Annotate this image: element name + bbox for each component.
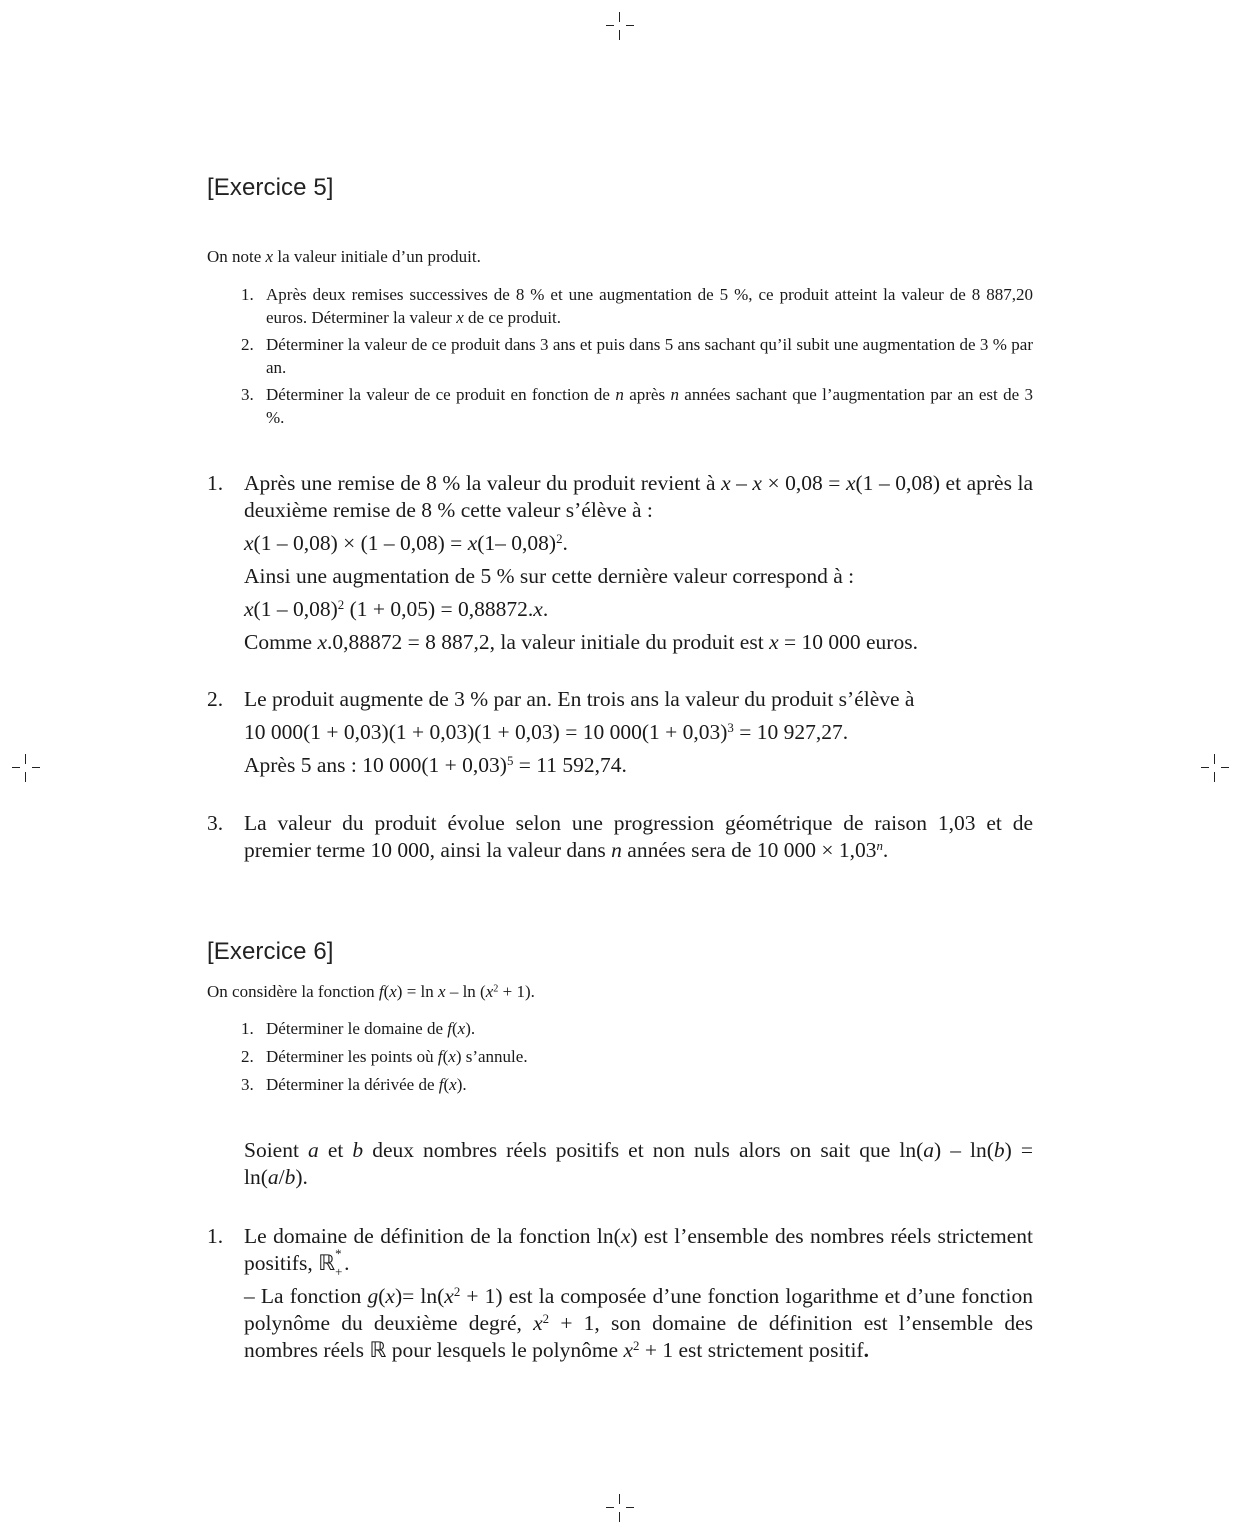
- question-item: 2. Déterminer la valeur de ce produit dans 3 ans et puis dans 5 ans sachant qu’il subit une augmentation de 3 % par an.: [241, 335, 1033, 377]
- crop-mark-bottom: [606, 1494, 634, 1522]
- crop-mark-right: [1201, 754, 1229, 782]
- exercise-5-solution-3: 3. La valeur du produit évolue selon une progression géométrique de raison 1,03 et de premier terme 10 000, ainsi la valeur dans n années sera de 10 $000 \times 1,03^n$.: [207, 811, 1033, 862]
- note-text: Soient a et b deux nombres réels positifs et non nuls alors on sait que ln(a) – ln(b) = ln(a/b).: [244, 1138, 1033, 1189]
- solution-text: Ainsi une augmentation de 5 % sur cette dernière valeur correspond à :: [244, 564, 855, 588]
- solution-text: Après une remise de 8 % la valeur du produit revient à x – x × 0,08 = x(1 – 0,08) et après la deuxième remise de 8 % cette valeur s’élève à :: [244, 471, 1033, 522]
- exercise-5-title: [Exercice 5]: [207, 174, 334, 201]
- solution-text: Comme x.0,88872 = 8 887,2, la valeur initiale du produit est x = 10 000 euros.: [244, 630, 918, 654]
- exercise-6-note: [207, 1137, 1033, 1197]
- solution-text: Le produit augmente de 3 % par an. En trois ans la valeur du produit s’élève à: [244, 687, 915, 711]
- question-item: 2. Déterminer les points où f(x) s’annule.: [241, 1047, 528, 1066]
- question-item: 3. Déterminer la dérivée de f(x).: [241, 1075, 467, 1094]
- exercise-6-solution-1: 1. Le domaine de définition de la fonction ln(x) est l’ensemble des nombres réels strictement positifs, ℝ * + . – La fonction $g(x)= \ln(x^2 + 1)$ est la composée d’une fonction logarithme et d’une fonction polynôme du deuxième degré, $x^2 + 1$, son domaine de définition est l’ensemble des nombres réels ℝ pour lesquels le polynôme $x^2 + 1$ est strictement positif.: [207, 1224, 1034, 1362]
- question-item: 1. Déterminer le domaine de f(x).: [241, 1019, 476, 1038]
- solution-equation: x(1 – 0,08) × (1 – 0,08) = x(1– 0,08)$^2$.: [244, 531, 568, 555]
- solution-equation: x(1 – 0,08)$^2$ (1 + 0,05) = 0,88872.x.: [244, 597, 549, 621]
- solution-text: Le domaine de définition de la fonction ln(x) est l’ensemble des nombres réels strictement positifs, ℝ * + .: [244, 1224, 1033, 1279]
- exercise-6-intro: On considère la fonction $f(x) = \ln x - \ln (x^2 + 1)$.: [207, 982, 535, 1001]
- exercise-5-solution-1: 1. Après une remise de 8 % la valeur du produit revient à x – x × 0,08 = x(1 – 0,08) et après la deuxième remise de 8 % cette valeur s’élève à : x(1 – 0,08) × (1 – 0,08) = x(1– 0,08)$^2$. Ainsi une augmentation de 5 % sur cette dernière valeur correspond à : x(1 – 0,08)$^2$ (1 + 0,05) = 0,88872.x. Comme x.0,88872 = 8 887,2, la valeur initiale du produit est x = 10 000 euros.: [207, 471, 1033, 654]
- crop-mark-left: [12, 754, 40, 782]
- exercise-6-title: [Exercice 6]: [207, 938, 334, 965]
- exercise-5-solution-2: 2. Le produit augmente de 3 % par an. En trois ans la valeur du produit s’élève à 10 000(1 + 0,03)(1 + 0,03)(1 + 0,03) = 10 $000(1 + 0,03)^3 = 10$ 927,27. Après 5 ans : 10 $000(1 + 0,03)^5 = 11$ 592,74.: [207, 686, 1033, 785]
- question-item: 3. Déterminer la valeur de ce produit en fonction de n après n années sachant que l’augmentation par an est de 3 %.: [241, 385, 1034, 427]
- solution-equation: 10 000(1 + 0,03)(1 + 0,03)(1 + 0,03) = 10 $000(1 + 0,03)^3 = 10$ 927,27.: [244, 720, 849, 744]
- crop-mark-top: [606, 12, 634, 40]
- solution-text: La valeur du produit évolue selon une progression géométrique de raison 1,03 et de premier terme 10 000, ainsi la valeur dans n années sera de 10 $000 \times 1,03^n$.: [244, 811, 1033, 862]
- exercise-5-questions: [207, 283, 1033, 433]
- exercise-5-intro: On note x la valeur initiale d’un produit.: [207, 247, 481, 266]
- question-item: 1. Après deux remises successives de 8 % et une augmentation de 5 %, ce produit atteint la valeur de 8 887,20 euros. Déterminer la valeur x de ce produit.: [241, 285, 1033, 327]
- solution-equation: Après 5 ans : 10 $000(1 + 0,03)^5 = 11$ 592,74.: [244, 753, 627, 777]
- exercise-6-questions: [207, 1017, 1033, 1100]
- solution-text: – La fonction $g(x)= \ln(x^2 + 1)$ est la composée d’une fonction logarithme et d’une fonction polynôme du deuxième degré, $x^2 + 1$, son domaine de définition est l’ensemble des nombres réels ℝ pour lesquels le polynôme $x^2 + 1$ est strictement positif.: [244, 1284, 1034, 1362]
